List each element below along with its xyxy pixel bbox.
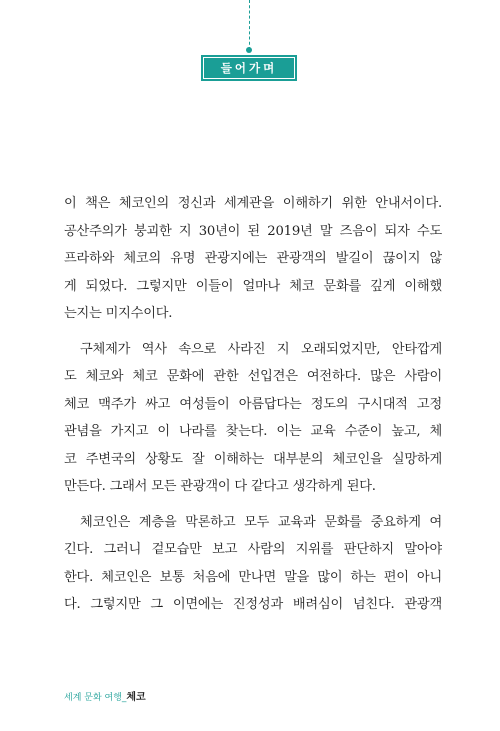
text-line: 프라하와 체코의 유명 관광지에는 관광객의 발길이 끊이지 않 [64, 251, 442, 266]
book-series-title: 세계 문화 여행 [64, 693, 122, 703]
text-line: 공산주의가 붕괴한 지 30년이 된 2019년 말 즈음이 되자 수도 [64, 223, 442, 239]
text-line: 관념을 가지고 이 나라를 찾는다. 이는 교육 수준이 높고, 체 [64, 424, 442, 439]
text-line: 만든다. 그래서 모든 관광객이 다 같다고 생각하게 된다. [64, 479, 376, 494]
footer-separator: _ [121, 693, 127, 703]
text-line: 체코 맥주가 싸고 여성들이 아름답다는 정도의 구시대적 고정 [64, 396, 442, 412]
text-line: 다. 그렇지만 그 이면에는 진정성과 배려심이 넘친다. 관광객 [64, 597, 442, 612]
text-line: 구체제가 역사 속으로 사라진 지 오래되었지만, 안타깝게 [80, 341, 442, 357]
section-title-badge [201, 55, 297, 81]
text-line: 도 체코와 체코 문화에 관한 선입견은 여전하다. 많은 사람이 [64, 369, 442, 384]
text-line: 게 되었다. 그렇지만 이들이 얼마나 체코 문화를 깊게 이해했 [64, 278, 442, 294]
body-text [64, 190, 442, 619]
text-line: 긴다. 그러니 겉모습만 보고 사람의 지위를 판단하지 말아야 [64, 542, 442, 557]
text-line: 한다. 체코인은 보통 처음에 만나면 말을 많이 하는 편이 아니 [64, 569, 442, 585]
decorative-dashed-line [249, 0, 250, 50]
chapter-name: 체코 [126, 692, 146, 703]
section-title: 들어가며 [203, 57, 295, 79]
text-line: 이 책은 체코인의 정신과 세계관을 이해하기 위한 안내서이다. [64, 196, 442, 211]
text-line: 는지는 미지수이다. [64, 306, 173, 321]
text-line: 코 주변국의 상황도 잘 이해하는 대부분의 체코인을 실망하게 [64, 451, 442, 467]
decorative-dot [246, 47, 252, 53]
page-footer [64, 688, 146, 703]
text-line: 체코인은 계층을 막론하고 모두 교육과 문화를 중요하게 여 [80, 514, 442, 530]
